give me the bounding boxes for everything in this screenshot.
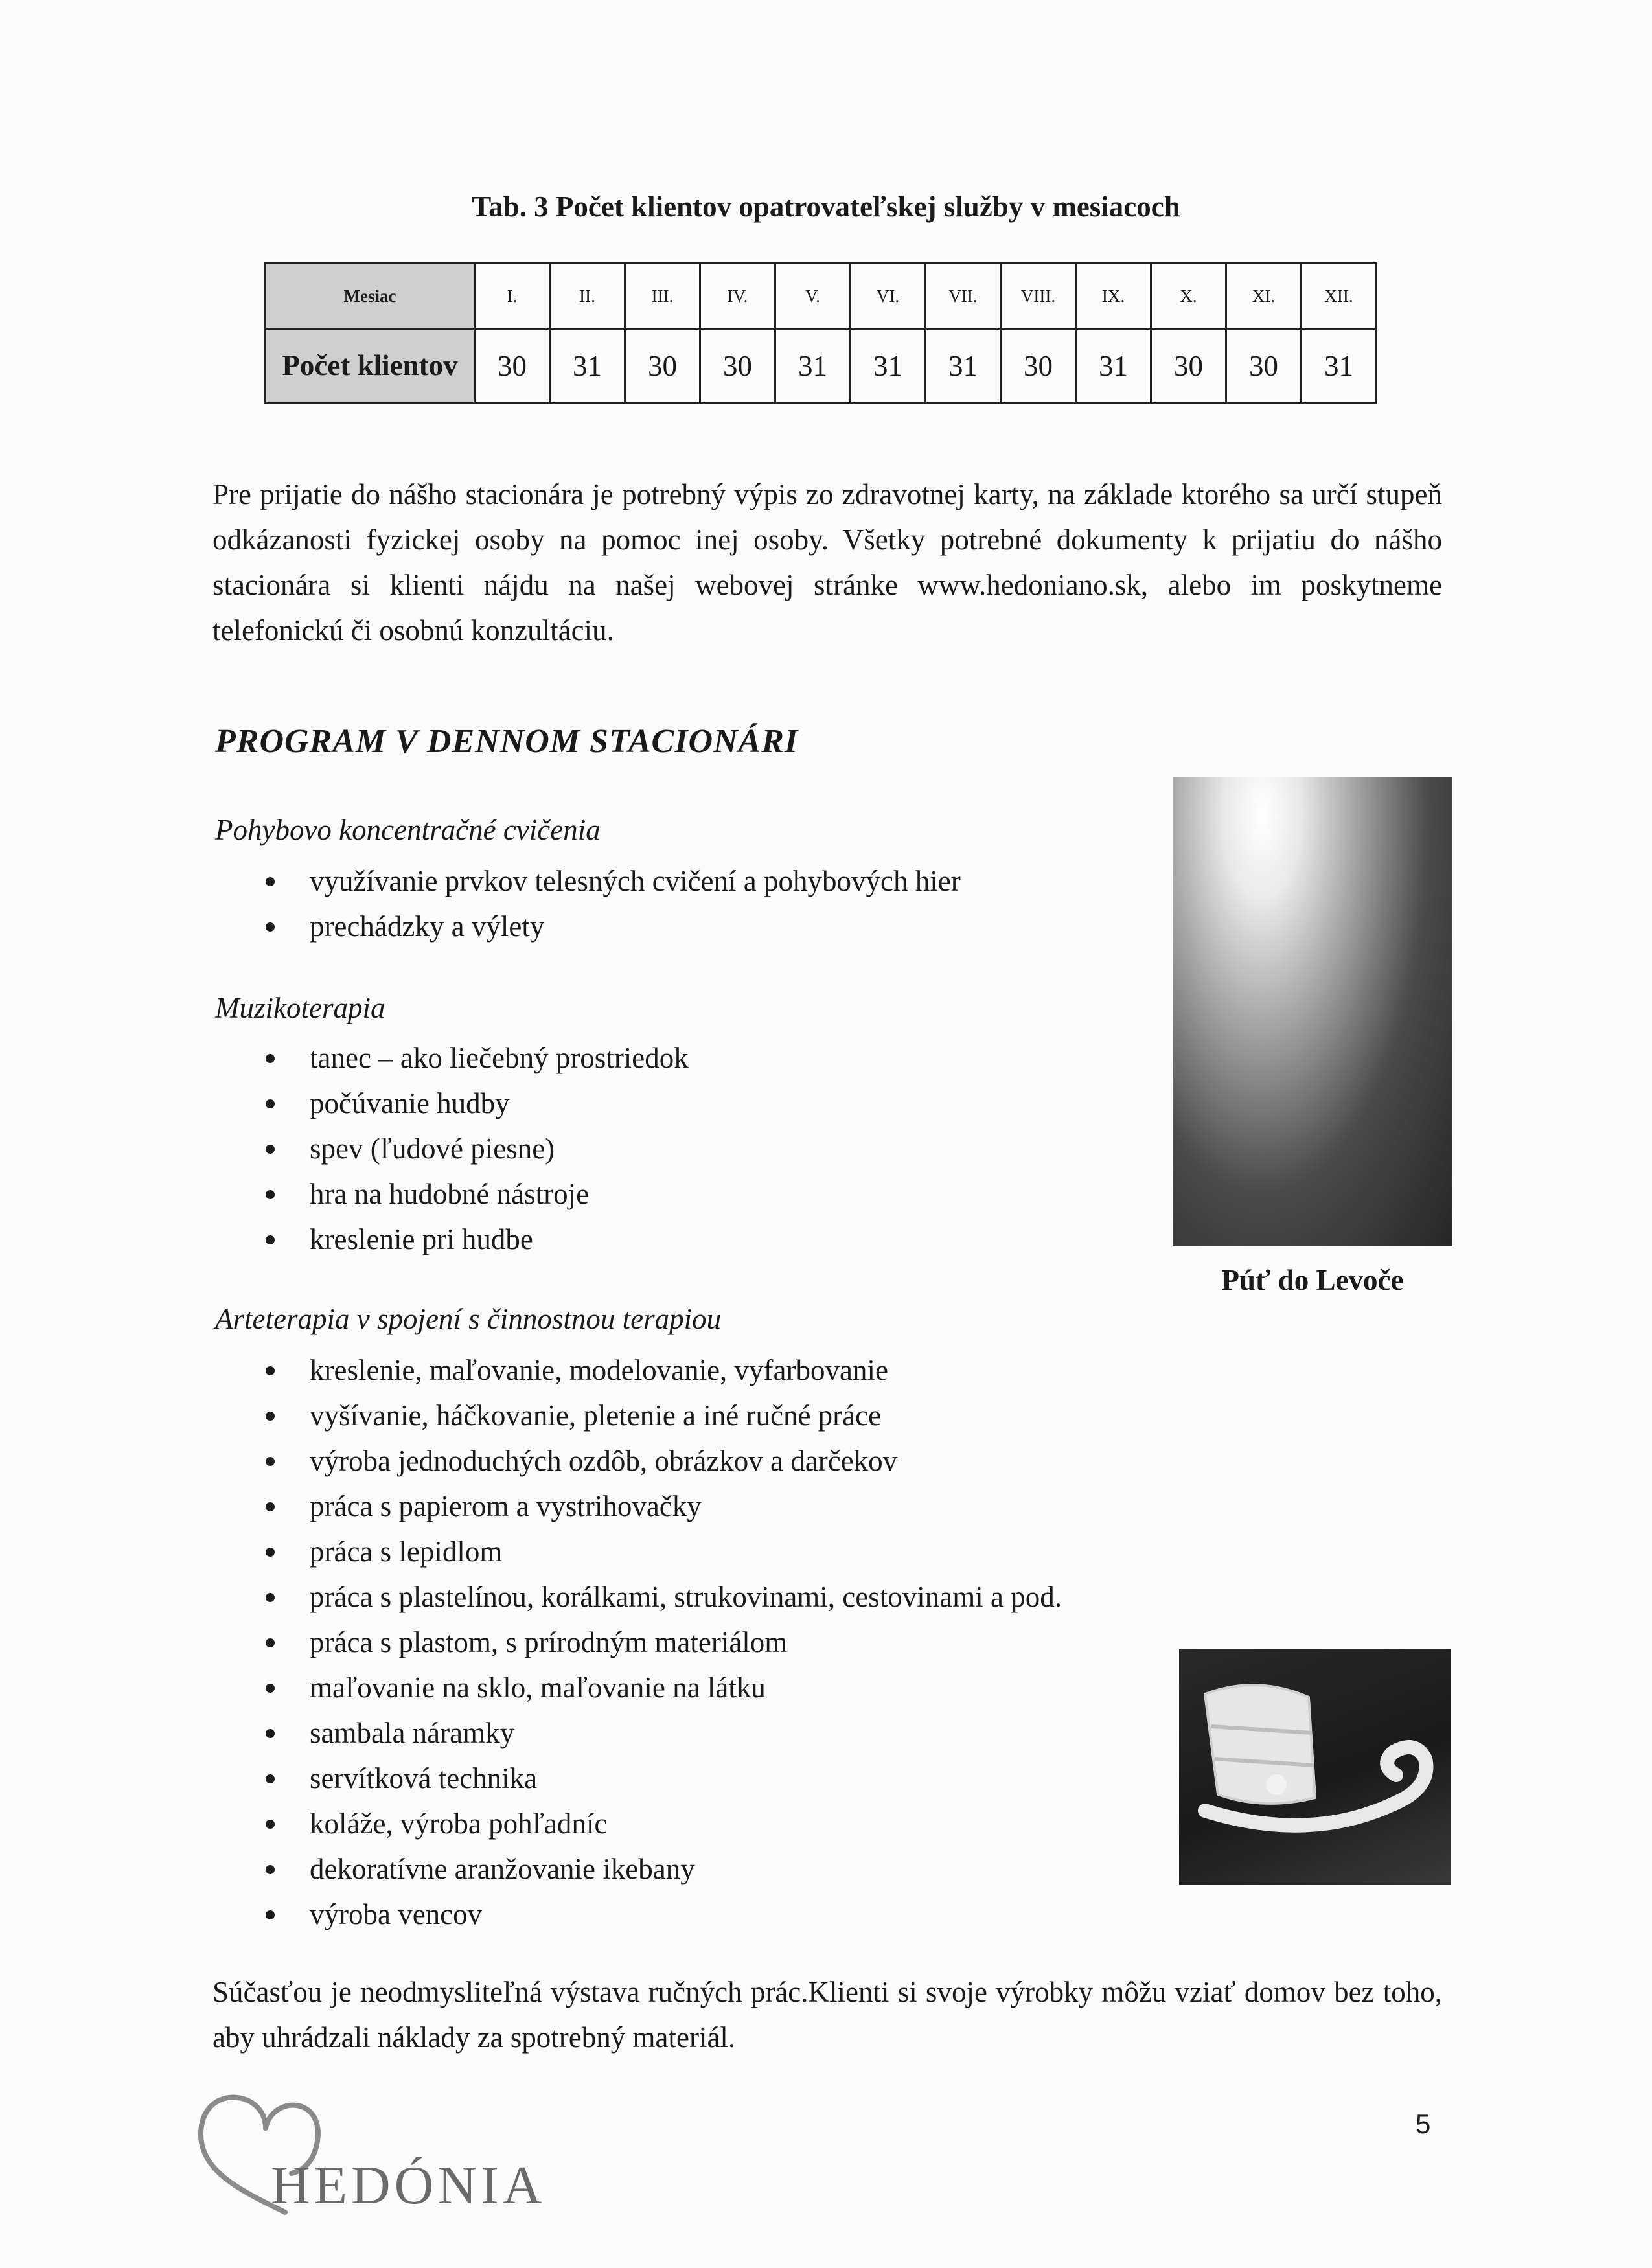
list-item: sambala náramky [214, 1710, 1062, 1756]
month-cell: XII. [1302, 264, 1377, 329]
month-cell: V. [775, 264, 851, 329]
row-header-month: Mesiac [266, 264, 475, 329]
list-item: využívanie prvkov telesných cvičení a pohybových hier [214, 858, 961, 904]
row-header-count: Počet klientov [266, 329, 475, 404]
list-art [214, 1347, 1062, 1937]
section-title: PROGRAM V DENNOM STACIONÁRI [215, 723, 799, 760]
list-item: hra na hudobné nástroje [214, 1171, 689, 1217]
list-item: počúvanie hudby [214, 1081, 689, 1126]
list-item: kreslenie pri hudbe [214, 1217, 689, 1262]
list-item: tanec – ako liečebný prostriedok [214, 1035, 689, 1081]
group-title-art: Arteterapia v spojení s činnostnou terapiou [215, 1303, 722, 1335]
count-cell: 31 [851, 329, 926, 404]
table-title: Tab. 3 Počet klientov opatrovateľskej služby v mesiacoch [472, 190, 1180, 223]
sled-craft-illustration [1179, 1649, 1451, 1885]
list-movement [214, 858, 961, 949]
month-cell: VII. [926, 264, 1001, 329]
sled-craft-photo [1179, 1649, 1451, 1885]
list-music [214, 1035, 689, 1262]
month-cell: IV. [700, 264, 775, 329]
count-cell: 30 [625, 329, 700, 404]
list-item: práca s plastelínou, korálkami, strukovinami, cestovinami a pod. [214, 1574, 1062, 1620]
count-cell: 30 [1151, 329, 1226, 404]
list-item: dekoratívne aranžovanie ikebany [214, 1846, 1062, 1892]
table-row-counts [266, 329, 1377, 404]
group-title-movement: Pohybovo koncentračné cvičenia [215, 814, 601, 846]
count-cell: 31 [1076, 329, 1151, 404]
logo-text: HEDÓNIA [271, 2155, 546, 2216]
list-item: maľovanie na sklo, maľovanie na látku [214, 1665, 1062, 1710]
list-item: koláže, výroba pohľadníc [214, 1801, 1062, 1846]
intro-paragraph: Pre prijatie do nášho stacionára je potrebný výpis zo zdravotnej karty, na základe ktorého sa určí stupeň odkázanosti fyzickej osoby na pomoc inej osoby. Všetky potrebné dokumenty k prijatiu do nášho stacionára si klienti nájdu na našej webovej stránke www.hedoniano.sk, alebo im poskytneme telefonickú či osobnú konzultáciu. [212, 478, 1442, 647]
list-item: servítková technika [214, 1756, 1062, 1801]
count-cell: 31 [550, 329, 625, 404]
list-item: spev (ľudové piesne) [214, 1126, 689, 1171]
closing-paragraph: Súčasťou je neodmysliteľná výstava ručných prác.Klienti si svoje výrobky môžu vziať domov bez toho, aby uhrádzali náklady za spotrebný materiál. [212, 1976, 1442, 2054]
list-item: kreslenie, maľovanie, modelovanie, vyfarbovanie [214, 1347, 1062, 1393]
month-cell: II. [550, 264, 625, 329]
pilgrimage-photo [1173, 777, 1452, 1246]
list-item: vyšívanie, háčkovanie, pletenie a iné ručné práce [214, 1393, 1062, 1438]
list-item: práca s papierom a vystrihovačky [214, 1483, 1062, 1529]
list-item: výroba vencov [214, 1892, 1062, 1937]
list-item: práca s plastom, s prírodným materiálom [214, 1620, 1062, 1665]
count-cell: 31 [775, 329, 851, 404]
count-cell: 30 [700, 329, 775, 404]
clients-per-month-table [264, 262, 1377, 404]
list-item: práca s lepidlom [214, 1529, 1062, 1574]
count-cell: 31 [926, 329, 1001, 404]
month-cell: VIII. [1001, 264, 1076, 329]
group-title-music: Muzikoterapia [215, 992, 385, 1024]
month-cell: III. [625, 264, 700, 329]
month-cell: XI. [1226, 264, 1302, 329]
count-cell: 30 [1226, 329, 1302, 404]
count-cell: 30 [475, 329, 550, 404]
month-cell: VI. [851, 264, 926, 329]
count-cell: 31 [1302, 329, 1377, 404]
month-cell: I. [475, 264, 550, 329]
list-item: prechádzky a výlety [214, 904, 961, 949]
list-item: výroba jednoduchých ozdôb, obrázkov a darčekov [214, 1438, 1062, 1483]
count-cell: 30 [1001, 329, 1076, 404]
table-row-months [266, 264, 1377, 329]
month-cell: IX. [1076, 264, 1151, 329]
photo-caption: Púť do Levoče [1221, 1264, 1404, 1296]
month-cell: X. [1151, 264, 1226, 329]
page-number: 5 [1416, 2109, 1431, 2139]
